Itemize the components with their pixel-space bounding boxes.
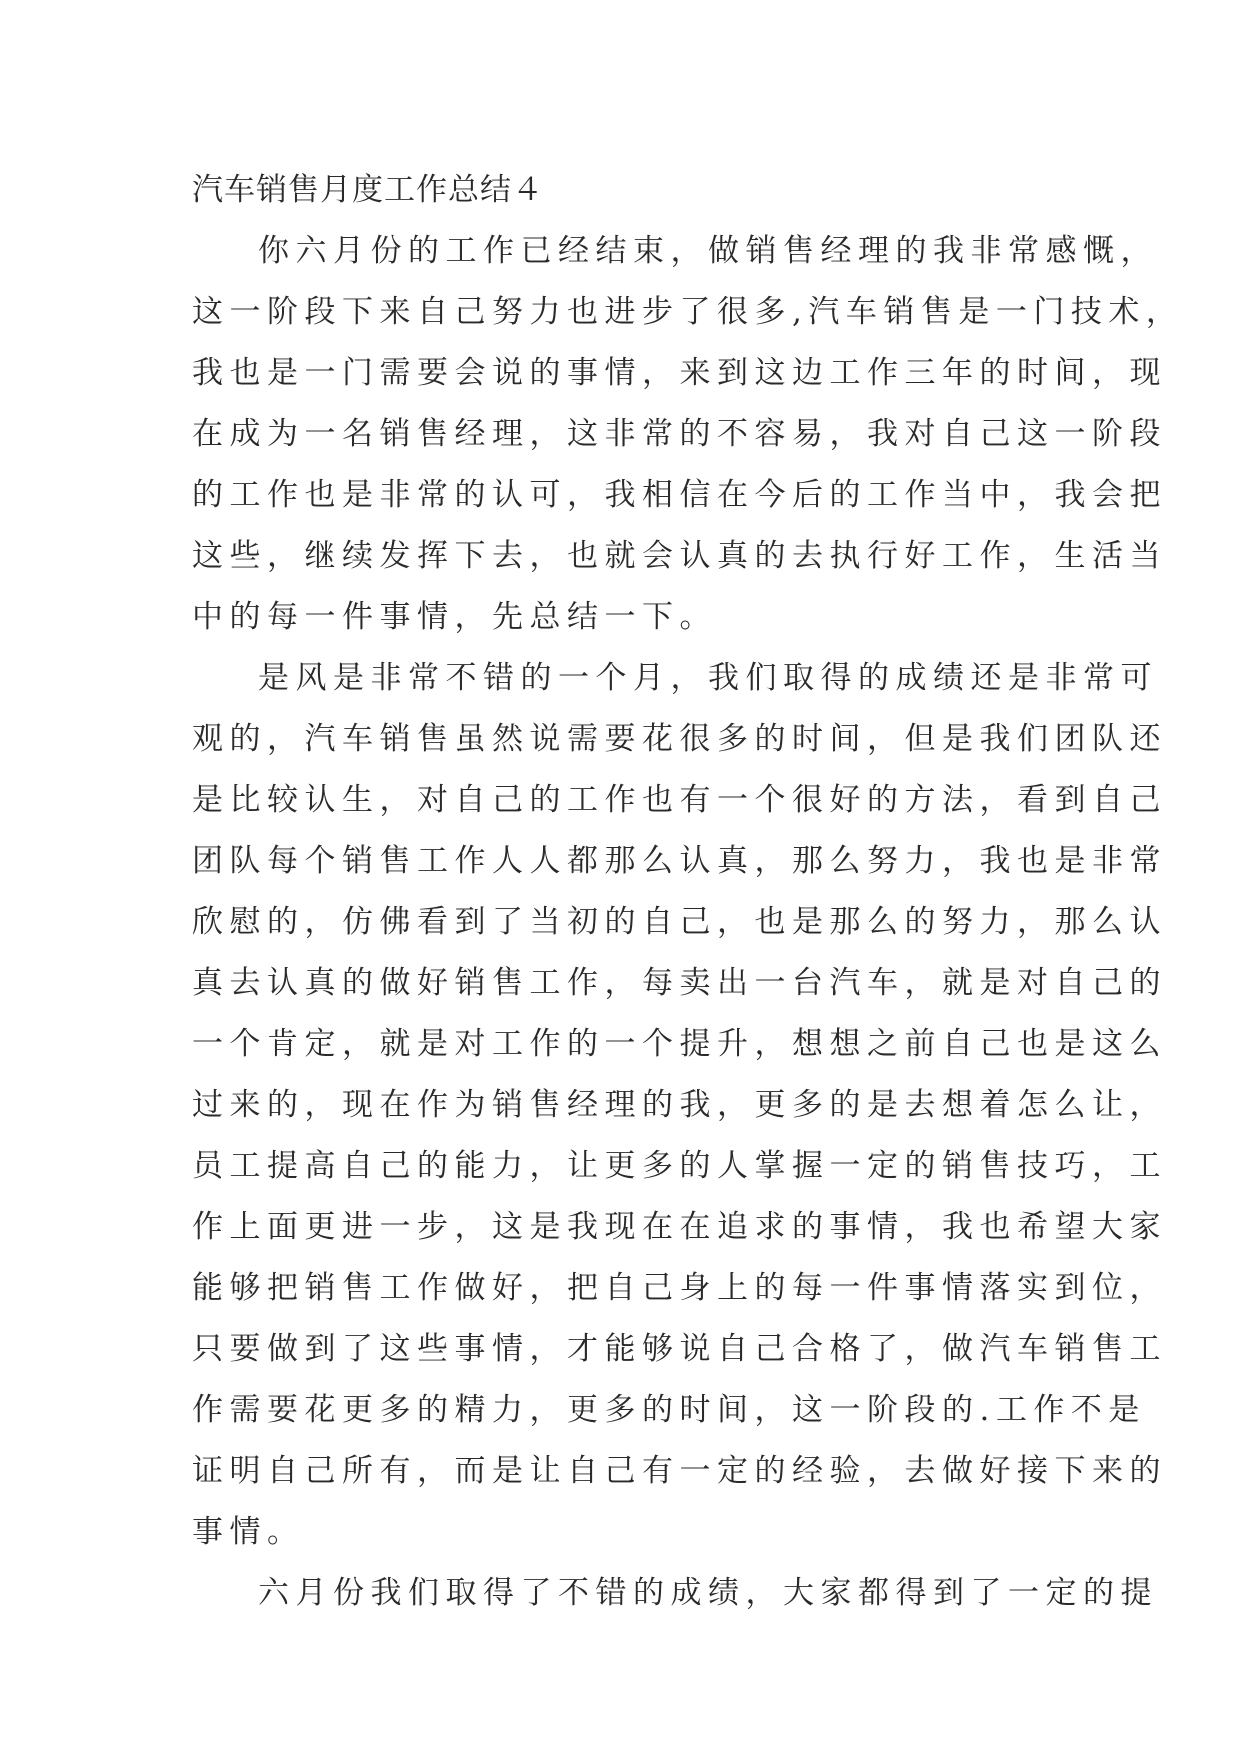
text-line: 是比较认生，对自己的工作也有一个很好的方法，看到自己 [192, 782, 1167, 818]
text-line: 团队每个销售工作人人都那么认真，那么努力，我也是非常 [192, 843, 1167, 879]
text-line: 这一阶段下来自己努力也进步了很多,汽车销售是一门技术， [192, 294, 1184, 330]
text-line: 观的，汽车销售虽然说需要花很多的时间，但是我们团队还 [192, 721, 1167, 757]
document-body [192, 160, 1184, 1624]
text-line: 事情。 [192, 1514, 305, 1550]
text-line: 的工作也是非常的认可，我相信在今后的工作当中，我会把 [192, 477, 1167, 513]
text-line: 我也是一门需要会说的事情，来到这边工作三年的时间，现 [192, 355, 1167, 391]
text-line: 欣慰的，仿佛看到了当初的自己，也是那么的努力，那么认 [192, 904, 1167, 940]
text-line: 能够把销售工作做好，把自己身上的每一件事情落实到位， [192, 1270, 1167, 1306]
text-line: 证明自己所有，而是让自己有一定的经验，去做好接下来的 [192, 1453, 1167, 1489]
text-line: 你六月份的工作已经结束，做销售经理的我非常感慨， [258, 233, 1158, 269]
text-line: 只要做到了这些事情，才能够说自己合格了，做汽车销售工 [192, 1331, 1167, 1367]
text-line: 作上面更进一步，这是我现在在追求的事情，我也希望大家 [192, 1209, 1167, 1245]
paragraph-1 [192, 221, 1184, 648]
text-line: 一个肯定，就是对工作的一个提升，想想之前自己也是这么 [192, 1026, 1167, 1062]
text-line: 这些，继续发挥下去，也就会认真的去执行好工作，生活当 [192, 538, 1167, 574]
text-line: 作需要花更多的精力，更多的时间，这一阶段的.工作不是 [192, 1392, 1146, 1428]
document-title: 汽车销售月度工作总结４ [192, 172, 544, 208]
paragraph-3 [192, 1563, 1158, 1624]
text-line: 在成为一名销售经理，这非常的不容易，我对自己这一阶段 [192, 416, 1167, 452]
text-line: 真去认真的做好销售工作，每卖出一台汽车，就是对自己的 [192, 965, 1167, 1001]
text-line: 中的每一件事情，先总结一下。 [192, 599, 717, 635]
text-line: 是风是非常不错的一个月，我们取得的成绩还是非常可 [258, 660, 1158, 696]
text-line: 过来的，现在作为销售经理的我，更多的是去想着怎么让， [192, 1087, 1167, 1123]
paragraph-2 [192, 648, 1167, 1563]
text-line: 六月份我们取得了不错的成绩，大家都得到了一定的提 [258, 1575, 1158, 1611]
text-line: 员工提高自己的能力，让更多的人掌握一定的销售技巧，工 [192, 1148, 1167, 1184]
